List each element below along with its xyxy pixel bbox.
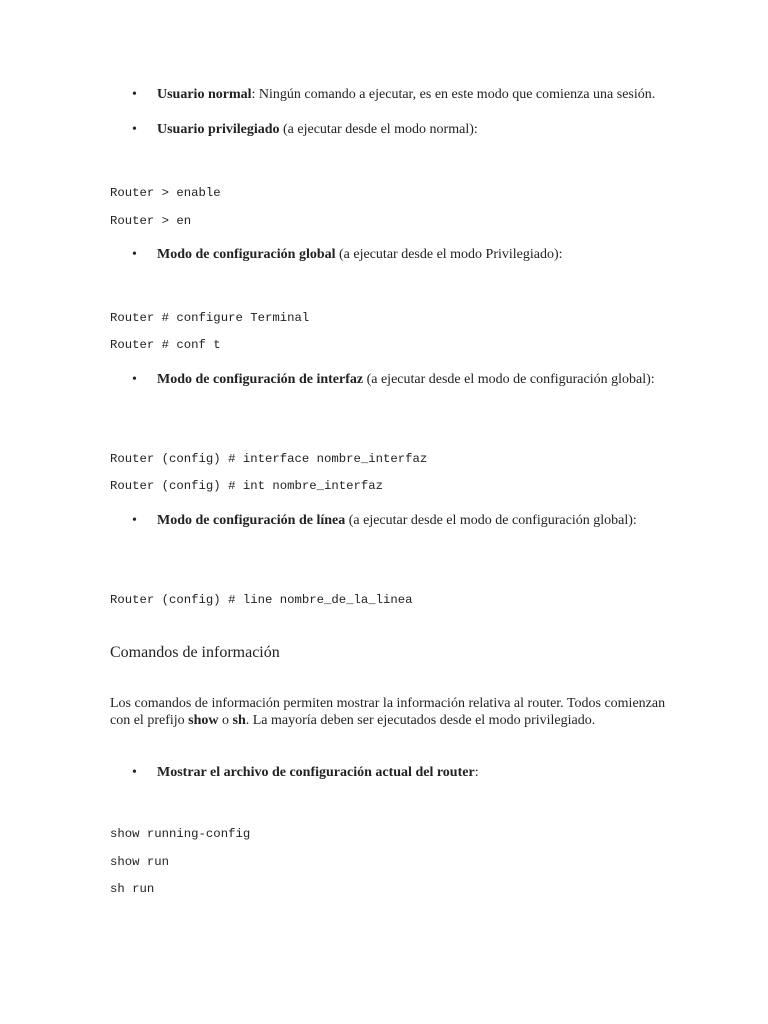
code-line: Router > enable [110,186,221,200]
bullet-description: : Ningún comando a ejecutar, es en este modo que comienza una sesión. [251,87,656,102]
code-line: show run [110,855,170,869]
bullet-usuario-privilegiado [132,122,657,139]
bullet-dot: • [132,765,137,780]
code-line: Router # conf t [110,338,221,352]
bullet-description: (a ejecutar desde el modo de configuración global): [363,372,655,387]
paragraph-text: o [218,712,233,728]
section-paragraph [110,696,670,729]
bullet-term: Mostrar el archivo de configuración actual del router [157,765,475,780]
code-line: Router (config) # interface nombre_interfaz [110,452,428,466]
bullet-usuario-normal [132,87,657,104]
bullet-dot: • [132,122,137,137]
bullet-config-global [132,247,657,264]
code-line: Router > en [110,214,192,228]
bullet-description: (a ejecutar desde el modo Privilegiado): [335,247,563,262]
bullet-dot: • [132,247,137,262]
code-line: Router (config) # int nombre_interfaz [110,479,384,493]
section-heading: Comandos de información [110,644,280,661]
bullet-term: Modo de configuración de interfaz [157,372,364,387]
bullet-term: Modo de configuración de línea [157,513,346,528]
bullet-config-linea [132,513,657,530]
bullet-term: Modo de configuración global [157,247,336,262]
code-line: Router # configure Terminal [110,311,310,325]
bullet-term: Usuario privilegiado [157,122,280,137]
bullet-mostrar-config [132,765,657,782]
bullet-dot: • [132,513,137,528]
paragraph-keyword-sh: sh [232,712,246,728]
bullet-config-interfaz [132,372,657,389]
paragraph-text: . La mayoría deben ser ejecutados desde el modo privilegiado. [245,712,596,728]
bullet-dot: • [132,372,137,387]
paragraph-keyword-show: show [188,712,219,728]
code-line: sh run [110,882,155,896]
code-line: show running-config [110,827,251,841]
bullet-description: (a ejecutar desde el modo normal): [279,122,478,137]
bullet-description: : [474,765,479,780]
bullet-description: (a ejecutar desde el modo de configuración global): [345,513,637,528]
paragraph-text: Los comandos de información permiten mostrar la información relativa al router. Todos comienzan con el prefijo [110,696,666,728]
bullet-dot: • [132,87,137,102]
code-line: Router (config) # line nombre_de_la_linea [110,593,413,607]
bullet-term: Usuario normal [157,87,252,102]
